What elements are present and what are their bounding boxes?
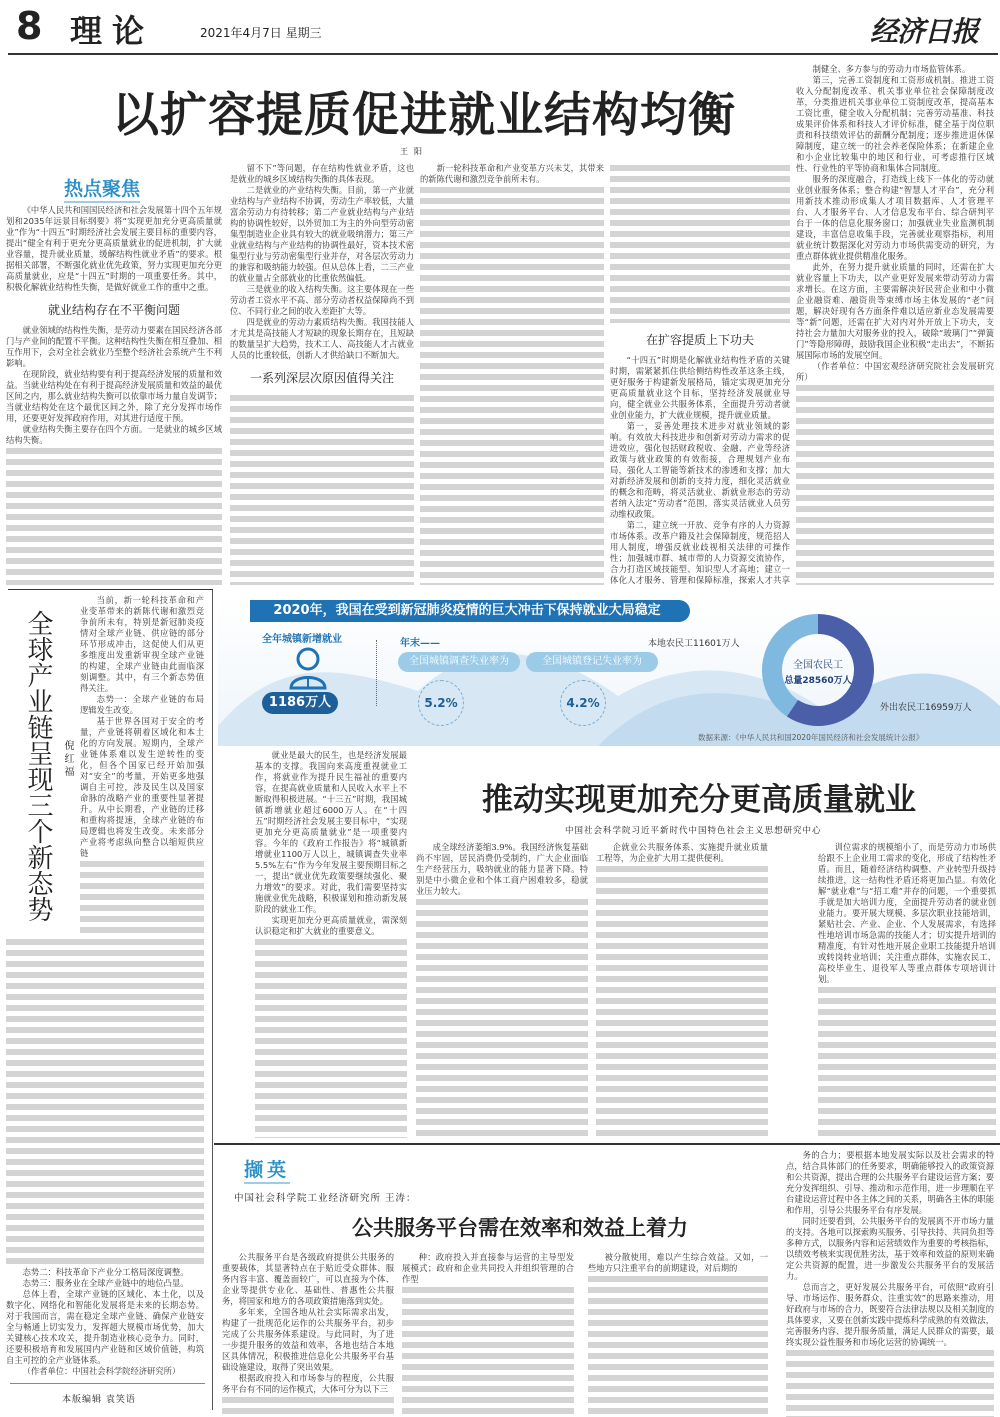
paragraph: 当前，新一轮科技革命和产业变革带来的新陈代谢和激烈竞争前所未有，特别是新冠肺炎疫情对全球产业链、供应链的部分环节形成冲击，这促使人们从更多维度出发重新审视全球产业链的构建，全球产业链由此面临深刻调整。其中，有三个新态势值得关注。: [80, 595, 204, 693]
infographic-source: 数据来源：《中华人民共和国2020年国民经济和社会发展统计公报》: [698, 733, 924, 742]
article-column-4: [610, 163, 790, 585]
section-name: 理论: [70, 12, 155, 50]
paragraph: 《中华人民共和国国民经济和社会发展第十四个五年规划和2035年远景目标纲要》将“实现更加充分更高质量就业”作为“十四五”时期经济社会发展主要目标的重要内容，提出“健全有利于更充分更高质量就业的促进机制，扩大就业容量，提升就业质量，缓解结构性就业矛盾”的要求。根据相关部署，不断强化就业优先政策，努力实现更加充分更高质量就业，应是“十四五”时期的一项重要任务。其中，积极化解就业结构性失衡，是做好就业工作的重中之重。: [6, 205, 222, 292]
author-note: （作者单位：中国宏观经济研究院社会发展研究所）: [796, 361, 994, 382]
paragraph: 成全球经济萎缩3.9%。我国经济恢复基础尚不牢固，居民消费仍受制约，广大企业面临生产经营压力，吸纳就业的能力显著下降。特别是中小微企业和个体工商户困难较多，稳就业压力较大。: [416, 842, 588, 896]
left-article-column-narrow: [80, 595, 204, 935]
article-column-3: [420, 163, 604, 585]
migrant-total-value: 总量28560万人: [784, 676, 852, 686]
subheading: 就业结构存在不平衡问题: [47, 303, 180, 317]
mid-article-column-0: [255, 750, 407, 1138]
person-icon: [288, 646, 328, 690]
registered-rate-label: 全国城镇登记失业率为: [526, 652, 658, 672]
paragraph: 三是就业的收入结构失衡。这主要体现在一些劳动者工资水平不高、部分劳动者权益保障尚不到位、不同行业之间的收入差距扩大等。: [230, 284, 414, 316]
article-column-1: [6, 205, 222, 585]
page-editor: 本版编辑 袁笑语: [62, 1395, 136, 1405]
vertical-divider: [212, 590, 213, 1410]
new-jobs-label: 全年城镇新增就业: [262, 634, 342, 645]
bottom-section-divider: [214, 1143, 1000, 1145]
paragraph: 新一轮科技革命和产业变革方兴未艾，其带来的新陈代谢和激烈竞争前所未有。: [420, 163, 604, 184]
paragraph: 态势三：服务业在全球产业链中的地位凸显。: [22, 1278, 189, 1288]
column-label-digest: 撷英: [244, 1155, 290, 1184]
migrant-total-label: 全国农民工: [793, 660, 843, 671]
mid-article-column-3: [818, 842, 996, 1138]
author-note: （作者单位：中国社会科学院经济研究所）: [22, 1366, 181, 1376]
left-article-column-wide: [6, 937, 204, 1377]
paragraph: 态势二：科技革命下产业分工格局深度调整。: [22, 1267, 189, 1277]
paragraph: 就业领域的结构性失衡，是劳动力要素在国民经济各部门与产业间的配置不平衡。这种结构性失衡在相互叠加、相互作用下，会对全社会就业乃至整个经济社会系统产生不利影响。: [6, 325, 222, 368]
paragraph: 留不下”等问题，存在结构性就业矛盾，这也是就业的城乡区域结构失衡的具体表现。: [230, 163, 414, 184]
bottom-article-column-1: [222, 1252, 394, 1417]
paragraph: 总而言之，更好发展公共服务平台，可依照“政府引导、市场运作、服务群众、注重实效”的思路来推动，用好政府与市场的合力，既要符合法律法规以及相关制度的具体要求，又要在创新实践中提炼科学成熟的有效做法，完善服务内容、提升服务质量，满足人民群众的需要，最终实现公益性服务和市场化运营的协调统一。: [786, 1282, 994, 1347]
paragraph: 企就业公共服务体系、实施提升就业质量工程等，为企业扩大用工提供便利。: [596, 842, 768, 863]
left-divider: [10, 1383, 205, 1384]
paragraph: 务的合力；要根据本地发展实际以及社会需求的特点，结合具体部门的任务要求，明确能够投入的政策资源和公共资源，提出合理的公共服务平台建设运营方案；要充分发挥组织、引导、推动和示范作用，进一步理顺在平台建设运营过程中各主体之间的关系，明确各主体的职能和作用，引导公共服务平台有序发展。: [786, 1150, 994, 1215]
article-column-5: [796, 64, 994, 585]
paragraph: 就业结构失衡主要存在四个方面。一是就业的城乡区域结构失衡。: [6, 424, 222, 445]
registered-rate-value: 4.2%: [560, 680, 606, 726]
paragraph: 公共服务平台是各级政府提供公共服务的重要载体，其显著特点在于贴近受众群体、服务内容丰富、覆盖面较广，可以直接为个体、企业等提供专业化、基础性、普惠性公共服务，将国家和地方的各项政策措施落到实处。: [222, 1252, 394, 1306]
paragraph: 第一，妥善处理技术进步对就业领域的影响。有效放大科技进步和创新对劳动力需求的促进效应，强化包括财政税收、金融、产业等经济政策与就业政策的有效衔接，合理规划产业布局，强化人工智能等新技术的渗透和支撑；加大对新经济发展和创新的支持力度，细化灵活就业的概念和范畴，将灵活就业、新就业形态的劳动者纳入法定“劳动者”范围，落实灵活就业人员劳动维权政策。: [610, 421, 790, 519]
paragraph: 实现更加充分更高质量就业，需深刻认识稳定和扩大就业的重要意义。: [255, 915, 407, 936]
outside-migrant-label: 外出农民工16959万人: [880, 703, 972, 713]
paragraph: 第二，建立统一开放、竞争有序的人力资源市场体系。改革户籍及社会保障制度，规范招人用人制度，增强反就业歧视相关法律的可操作性；加强城市群、城市带的人力资源交流协作，合力打造区域技能型、知识型人才高地；建立一体化人才服务、管理和保障标准，探索人才共享: [610, 520, 790, 585]
left-article-author: 倪红福: [62, 740, 73, 779]
paragraph: 被分散使用，难以产生综合效益。又如，一些地方只注重平台的前期建设，对后期的: [588, 1252, 768, 1273]
paragraph: 总体上看，全球产业链的区域化、本土化，以及数字化、网络化和智能化发展将是未来的长期态势。对于我国而言，需在稳定全球产业链、确保产业链安全与畅通上切实发力，发挥超大规模市场优势，加大关键核心技术攻关，提升制造业核心竞争力。同时，还要积极培育和发展国内产业链和区域价值链，构筑自主可控的全产业链体系。: [6, 1289, 204, 1365]
paragraph: 就业是最大的民生，也是经济发展最基本的支撑。我国向来高度重视就业工作，将就业作为提升民生福祉的重要内容，在提高就业质量和人民收入水平上不断取得积极进展。“十三五”时期，我国城镇新增就业超过6000万人。在“十四五”时期经济社会发展主要目标中，“实现更加充分更高质量就业”是一项重要内容。今年的《政府工作报告》将“城镇新增就业1100万人以上，城镇调查失业率5.5%左右”作为今年发展主要预期目标之一，提出“就业优先政策要继续强化、聚力增效”的要求。对此，我们需要坚持实施就业优先战略，积极谋划和推动新发展阶段的就业工作。: [255, 750, 407, 914]
paragraph: 四是就业的劳动力素质结构失衡。我国技能人才尤其是高技能人才短缺的现象长期存在，且短缺的数量呈扩大趋势，技术工人、高技能人才占就业人员的比重较低，创新人才供给缺口不断加大。: [230, 317, 414, 360]
paragraph: 在现阶段，就业结构要有利于提高经济发展的质量和效益。当就业结构处在有利于提高经济发展质量和效益的最优区间之内，那么就业结构失衡可以依靠市场力量自发调节；当就业结构处在这个最优区间之外，除了充分发挥市场作用，还要更好发挥政府作用，对其进行适度干预。: [6, 369, 222, 423]
paragraph: 服务的深度融合，打造线上线下一体化的劳动就业创业服务体系；整合构建“智慧人才平台”，充分利用新技术推动形成集人才项目数据库、人才管理平台、人才服务平台、人才信息发布平台、综合研判平台于一体的信息化服务窗口；加强就业失业监测机制建设，丰富信息收集手段，完善就业观察指标，利用就业统计数据深化对劳动力市场供需变动的研究，为重点群体就业提供精准化服务。: [796, 174, 994, 261]
article-author: 王阳: [400, 147, 428, 156]
paragraph: 基于世界各国对于安全的考量，产业链将朝着区域化和本土化的方向发展。短期内，全球产业链体系难以发生逆转性的变化，但各个国家已经开始加强对“安全”的考量，开始更多地强调自主可控，涉及民生以及国家命脉的战略产业的重要性显著提升。从中长期看，产业链的迁移和重构将提速，全球产业链的布局逻辑也将发生改变。未来部分产业将考虑纵向整合以缩短供应链: [80, 716, 204, 858]
paragraph: 种：政府投入并直接参与运营的主导型发展模式；政府和企业共同投入并组织管理的合作型: [402, 1252, 574, 1284]
year-end-label: 年末——: [400, 638, 440, 649]
subheading: 在扩容提质上下功夫: [645, 333, 754, 347]
page-number: 8: [16, 4, 43, 48]
surveyed-rate-value: 5.2%: [418, 680, 464, 726]
mid-article-column-1: [416, 842, 588, 1138]
employment-infographic: [218, 596, 1000, 746]
left-article-title: 全球产业链呈现三个新态势: [23, 610, 53, 922]
column-label-hotspot: 热点聚焦: [64, 174, 140, 203]
section-divider: [8, 589, 213, 590]
bottom-article-byline: 中国社会科学院工业经济研究所 王涛：: [234, 1193, 417, 1204]
paragraph: 训位需求的规模缩小了，而是劳动力市场供给跟不上企业用工需求的变化，形成了结构性矛盾。而且，随着经济结构调整、产业转型升级持续推进，这一结构性矛盾还将更加凸显。有效化解“就业难”与“招工难”并存的问题，一个重要抓手就是加大培训力度，全面提升劳动者的就业创业能力。要开展大规模、多层次职业技能培训，紧贴社会、产业、企业、个人发展需求，有选择性地培训市场急需的技能人才；切实提升培训的精准度，有针对性地开展企业职工技能提升培训或转岗转业培训；关注重点群体，实施农民工、高校毕业生、退役军人等重点群体专项培训计划。: [818, 842, 996, 984]
issue-date: 2021年4月7日 星期三: [200, 26, 322, 40]
subheading: 一系列深层次原因值得关注: [249, 371, 394, 385]
paragraph: 同时还要看到，公共服务平台的发展离不开市场力量的支持。各地可以探索购买服务、引导扶持、共同负担等多种方式，以服务内容和运营绩效作为重要的考核指标，以绩效考核来实现优胜劣汰，基于效率和效益的原则来确定公共资源的配置，进一步激发公共服务平台的发展活力。: [786, 1216, 994, 1281]
paragraph: 态势一：全球产业链的布局逻辑发生改变。: [80, 694, 204, 715]
paragraph: 第三，完善工资制度和工资形成机制。推进工资收入分配制度改革、机关事业单位社会保障制度改革，分类推进机关事业单位工资制度改革，提高基本工资比重，健全收入分配机制；完善劳动基准、科技成果评价体系和科技人才评价标准，健全基于岗位职责和科技绩效评估的薪酬分配制度；逐步推进退休保障制度，建立统一的社会养老保险体系；在新建企业和小企业比较集中的地区和行业，可考虑推行区域性、行业性的平等协商和集体合同制度。: [796, 75, 994, 173]
paragraph: 多年来，全国各地从社会实际需求出发，构建了一批规范化运作的公共服务平台，初步完成了公共服务体系建设。与此同时，为了进一步提升服务的效益和效率，各地也结合本地区具体情况，积极推进信息化公共服务平台基础设施建设，取得了突出效果。: [222, 1307, 394, 1372]
article-title: 以扩容提质促进就业结构均衡: [112, 88, 736, 143]
header-rule: [8, 53, 998, 55]
article-column-2: [230, 163, 414, 585]
bottom-article-column-4: [786, 1150, 994, 1417]
dotted-separator: [376, 640, 377, 706]
paragraph: 二是就业的产业结构失衡。目前，第一产业就业结构与产业结构不协调，劳动生产率较低，大量富余劳动力有待转移；第二产业就业结构与产业结构的协调性较好，以外贸加工为主的外向型劳动密集型制造业企业具有较大的就业吸纳潜力；第三产业就业结构与产业结构的协调性最好，资本技术密集型行业与劳动密集型行业并存，对各层次劳动力的兼容和吸纳能力较强。但从总体上看，二三产业的就业量占全部就业的比重依然偏低。: [230, 185, 414, 283]
new-jobs-value: 1186万人: [262, 692, 338, 714]
mid-article-byline: 中国社会科学院习近平新时代中国特色社会主义思想研究中心: [565, 826, 822, 836]
infographic-title: 2020年，我国在受到新冠肺炎疫情的巨大冲击下保持就业大局稳定: [250, 600, 690, 622]
paragraph: “十四五”时期是化解就业结构性矛盾的关键时期，需紧紧抓住供给侧结构性改革这条主线，更好服务于构建新发展格局，锚定实现更加充分更高质量就业这个目标，坚持经济发展就业导向，健全就业公共服务体系，全面提升劳动者就业创业能力，扩大就业规模，提升就业质量。: [610, 355, 790, 420]
paragraph: 此外，在努力提升就业质量的同时，还需在扩大就业容量上下功夫，以产业更好发展来带动劳动力需求增长。在这方面，主要需解决好民营企业和中小微企业融资难、融资贵等束缚市场主体发展的“老”问题，解决好现有各方面条件难以适应新业态发展需要等“新”问题，还需在扩大对内对外开放上下功夫，支持社会力量加大对服务业的投入，破除“玻璃门”“弹簧门”等隐形障碍，鼓励我国企业积极“走出去”，不断拓展国际市场的发展空间。: [796, 262, 994, 360]
paragraph: 根据政府投入和市场参与的程度，公共服务平台有不同的运作模式，大体可分为以下三: [222, 1373, 394, 1394]
local-migrant-label: 本地农民工11601万人: [648, 639, 740, 649]
bottom-article-column-3: [588, 1252, 768, 1417]
bottom-article-column-2: [402, 1252, 574, 1417]
mid-article-column-2: [596, 842, 768, 1138]
newspaper-logo: 经济日报: [870, 15, 979, 48]
bottom-article-title: 公共服务平台需在效率和效益上着力: [352, 1215, 688, 1240]
paragraph: 制健全、多方参与的劳动力市场监管体系。: [812, 64, 971, 74]
surveyed-rate-label: 全国城镇调查失业率为: [398, 652, 520, 672]
mid-article-title: 推动实现更加充分更高质量就业: [482, 782, 916, 818]
